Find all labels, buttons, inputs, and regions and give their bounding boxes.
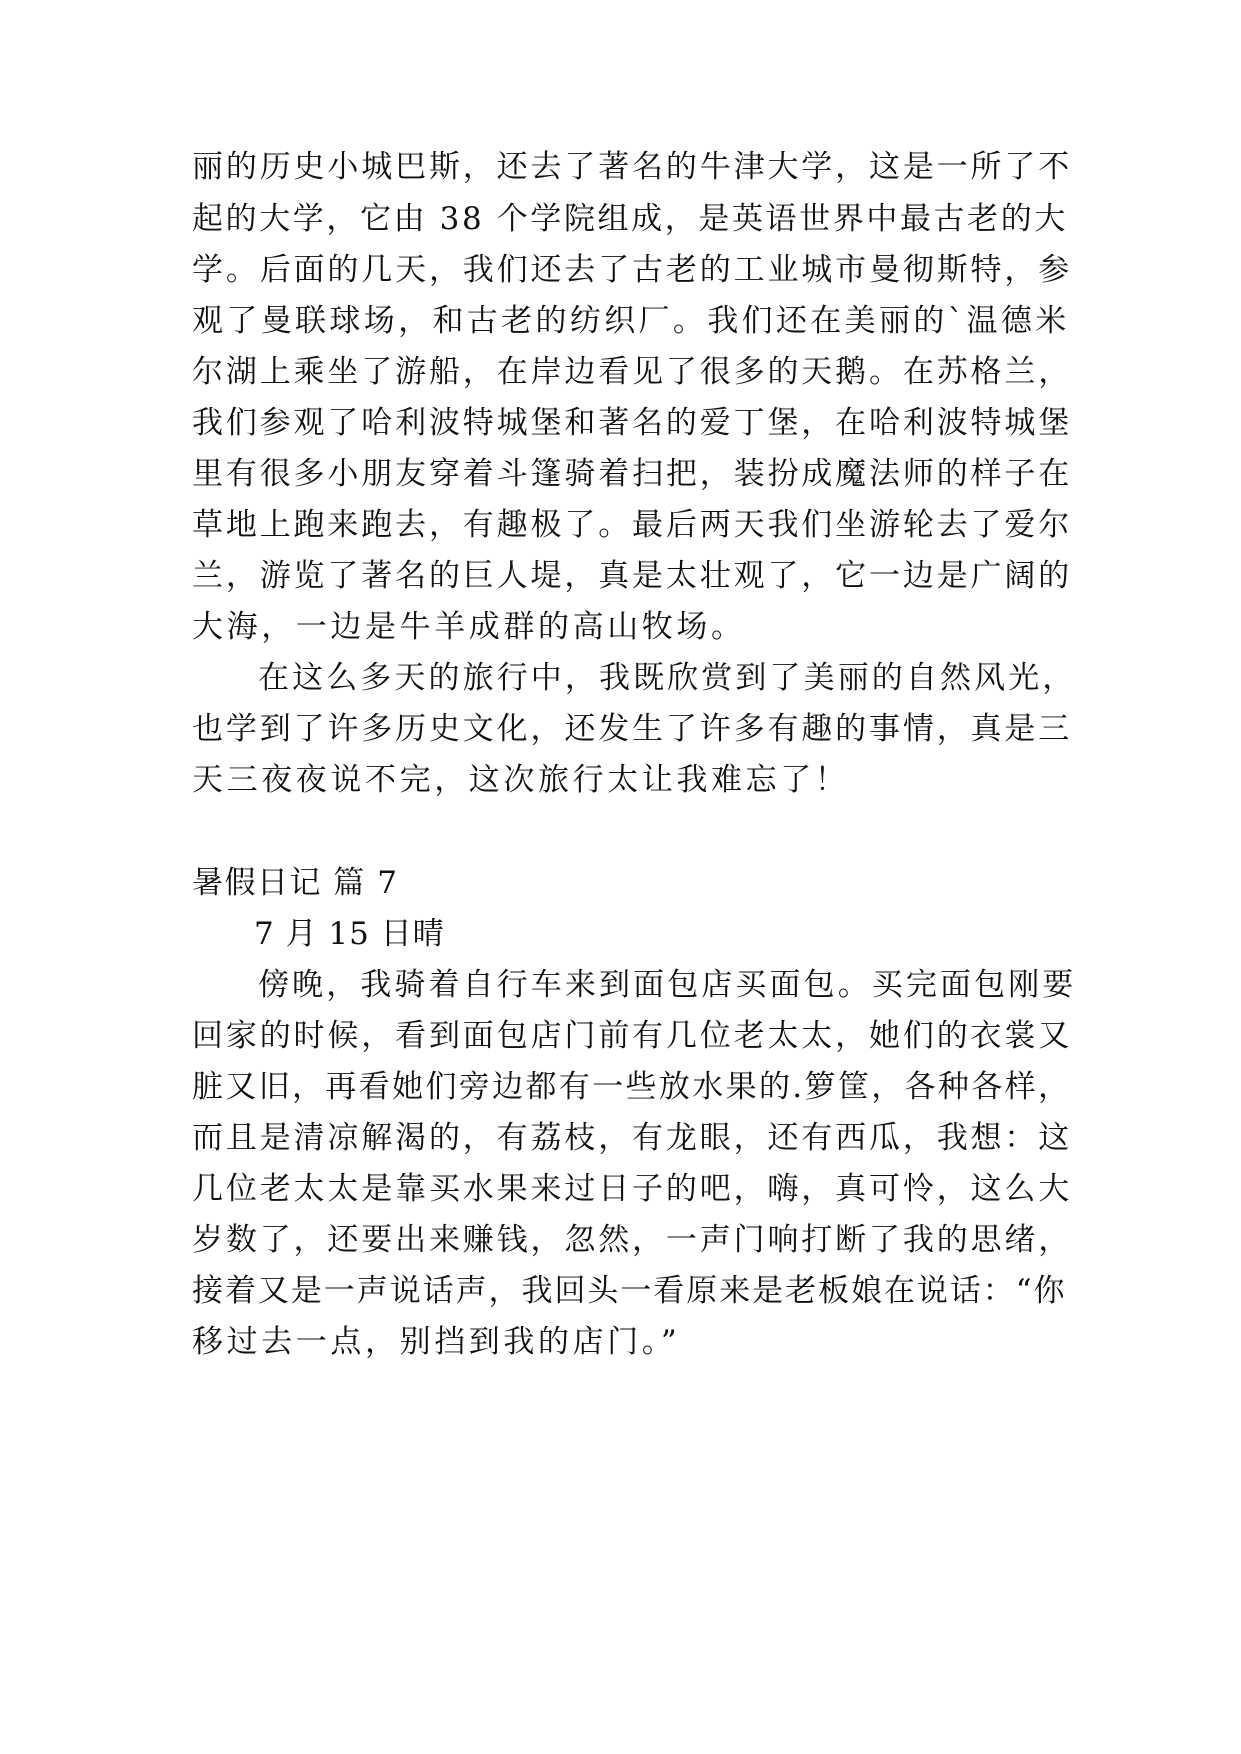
section-title: 暑假日记 篇 7 bbox=[192, 865, 399, 901]
text-line: 回家的时候，看到面包店门前有几位老太太，她们的衣裳又 bbox=[192, 1018, 1073, 1054]
text-line: 脏又旧，再看她们旁边都有一些放水果的.箩筐，各种各样， bbox=[192, 1069, 1072, 1105]
text-line: 兰，游览了著名的巨人堤，真是太壮观了，它一边是广阔的 bbox=[192, 558, 1073, 594]
text-line: 岁数了，还要出来赚钱，忽然，一声门响打断了我的思绪， bbox=[192, 1222, 1073, 1258]
text-line: 丽的历史小城巴斯，还去了著名的牛津大学，这是一所了不 bbox=[192, 149, 1073, 185]
text-line: 起的大学，它由 38 个学院组成，是英语世界中最古老的大 bbox=[192, 201, 1068, 237]
text-line: 草地上跑来跑去，有趣极了。最后两天我们坐游轮去了爱尔 bbox=[192, 507, 1073, 543]
text-line: 接着又是一声说话声，我回头一看原来是老板娘在说话：“你 bbox=[192, 1273, 1067, 1309]
text-line: 尔湖上乘坐了游船，在岸边看见了很多的天鹅。在苏格兰， bbox=[192, 354, 1073, 390]
text-line: 也学到了许多历史文化，还发生了许多有趣的事情，真是三 bbox=[192, 711, 1073, 747]
text-line: 大海，一边是牛羊成群的高山牧场。 bbox=[192, 609, 746, 645]
text-line: 在这么多天的旅行中，我既欣赏到了美丽的自然风光， bbox=[258, 660, 1077, 696]
text-line: 傍晚，我骑着自行车来到面包店买面包。买完面包刚要 bbox=[258, 967, 1077, 1003]
text-line: 里有很多小朋友穿着斗篷骑着扫把，装扮成魔法师的样子在 bbox=[192, 456, 1073, 492]
text-line: 观了曼联球场，和古老的纺织厂。我们还在美丽的`温德米 bbox=[192, 303, 1070, 339]
text-line: 而且是清凉解渴的，有荔枝，有龙眼，还有西瓜，我想：这 bbox=[192, 1120, 1073, 1156]
text-line: 学。后面的几天，我们还去了古老的工业城市曼彻斯特，参 bbox=[192, 252, 1073, 288]
text-line: 几位老太太是靠买水果来过日子的吧，嗨，真可怜，这么大 bbox=[192, 1171, 1073, 1207]
text-line: 移过去一点，别挡到我的店门。” bbox=[192, 1324, 681, 1360]
text-line: 我们参观了哈利波特城堡和著名的爱丁堡，在哈利波特城堡 bbox=[192, 405, 1073, 441]
date-line: 7 月 15 日晴 bbox=[254, 916, 445, 952]
text-line: 天三夜夜说不完，这次旅行太让我难忘了！ bbox=[192, 762, 850, 798]
